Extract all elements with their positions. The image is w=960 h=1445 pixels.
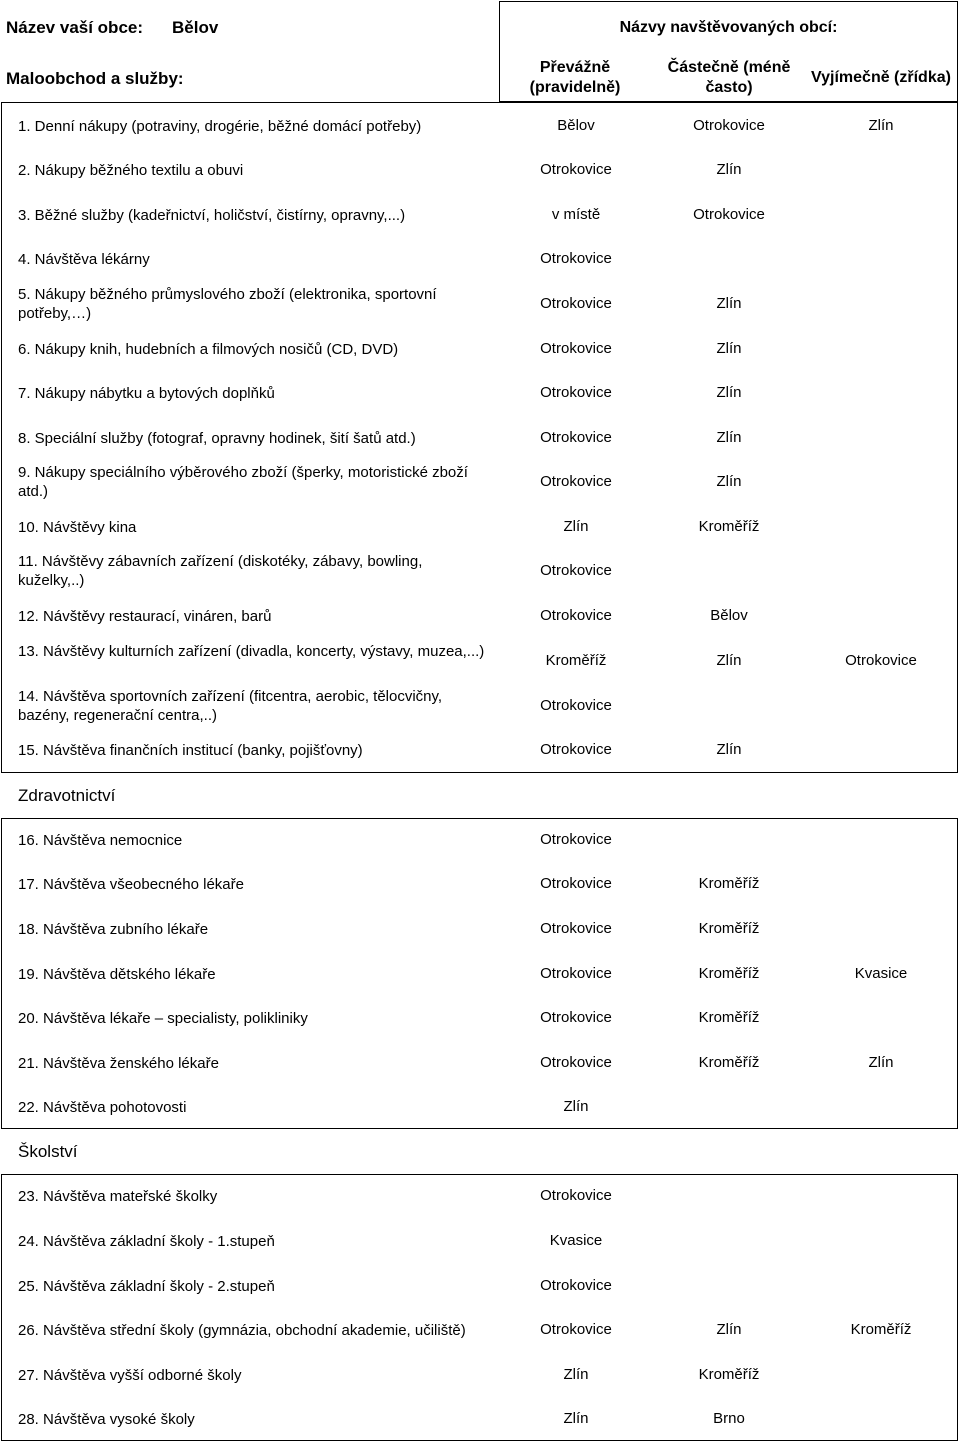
cell-col3: Kroměříž: [850, 1321, 912, 1338]
row-label: 23. Návštěva mateřské školky: [18, 1187, 218, 1205]
column-header-1: Převážně (pravidelně): [529, 59, 621, 96]
cell-col1: Zlín: [563, 1098, 589, 1115]
row-label: 13. Návštěvy kulturních zařízení (divadla, koncerty, výstavy, muzea,...): [18, 643, 485, 660]
row-label: 26. Návštěva střední školy (gymnázia, obchodní akademie, učiliště): [18, 1321, 466, 1339]
cell-col2: Kroměříž: [698, 518, 760, 535]
row-label: 16. Návštěva nemocnice: [18, 831, 183, 849]
cell-col1: Otrokovice: [540, 250, 612, 267]
cell-col2: Brno: [713, 1410, 745, 1427]
row-label: 25. Návštěva základní školy - 2.stupeň: [18, 1277, 275, 1295]
skolstvi-title: Školství: [18, 1142, 78, 1161]
cell-col1: Otrokovice: [540, 562, 612, 579]
cell-col1: Otrokovice: [540, 741, 612, 758]
cell-col2: Kroměříž: [698, 965, 760, 982]
cell-col1: Zlín: [563, 1366, 589, 1383]
cell-col2: Zlín: [716, 652, 742, 669]
skolstvi-table: [1, 1174, 958, 1441]
row-label: 22. Návštěva pohotovosti: [18, 1098, 187, 1116]
cell-col1: Otrokovice: [540, 1277, 612, 1294]
cell-col2: Kroměříž: [698, 1009, 760, 1026]
row-label: 19. Návštěva dětského lékaře: [18, 965, 216, 983]
row-label: 11. Návštěvy zábavních zařízení (diskotéky, zábavy, bowling, kuželky,..): [18, 553, 423, 589]
cell-col2: Bělov: [710, 607, 748, 624]
row-label: 17. Návštěva všeobecného lékaře: [18, 875, 244, 893]
cell-col2: Otrokovice: [693, 206, 765, 223]
row-label: 1. Denní nákupy (potraviny, drogérie, běžné domácí potřeby): [18, 117, 422, 135]
cell-col1: Otrokovice: [540, 429, 612, 446]
cell-col2: Kroměříž: [698, 920, 760, 937]
cell-col1: Otrokovice: [540, 384, 612, 401]
cell-col1: Otrokovice: [540, 295, 612, 312]
row-label: 12. Návštěvy restaurací, vináren, barů: [18, 607, 272, 625]
cell-col2: Otrokovice: [693, 117, 765, 134]
cell-col1: Otrokovice: [540, 607, 612, 624]
cell-col2: Kroměříž: [698, 1366, 760, 1383]
cell-col3: Otrokovice: [845, 652, 917, 669]
cell-col2: Zlín: [716, 340, 742, 357]
cell-col3: Kvasice: [854, 965, 908, 982]
cell-col2: Zlín: [716, 1321, 742, 1338]
row-label: 28. Návštěva vysoké školy: [18, 1410, 195, 1428]
row-label: 6. Nákupy knih, hudebních a filmových nosičů (CD, DVD): [18, 340, 399, 358]
row-label: 27. Návštěva vyšší odborné školy: [18, 1366, 242, 1384]
cell-col1: Bělov: [557, 117, 595, 134]
row-label: 21. Návštěva ženského lékaře: [18, 1054, 219, 1072]
obec-value: Bělov: [172, 18, 219, 37]
cell-col1: Zlín: [563, 518, 589, 535]
cell-col1: v místě: [551, 206, 601, 223]
cell-col1: Otrokovice: [540, 831, 612, 848]
row-label: 14. Návštěva sportovních zařízení (fitcentra, aerobic, tělocvičny, bazény, regenerační centra,..): [18, 688, 443, 724]
cell-col2: Zlín: [716, 741, 742, 758]
cell-col1: Kvasice: [549, 1232, 603, 1249]
row-label: 9. Nákupy speciálního výběrového zboží (šperky, motoristické zboží atd.): [18, 464, 468, 500]
row-label: 10. Návštěvy kina: [18, 518, 137, 536]
cell-col1: Kroměříž: [545, 652, 607, 669]
cell-col1: Otrokovice: [540, 875, 612, 892]
row-label: 7. Nákupy nábytku a bytových doplňků: [18, 384, 275, 402]
cell-col1: Otrokovice: [540, 920, 612, 937]
cell-col3: Zlín: [868, 117, 894, 134]
cell-col2: Zlín: [716, 384, 742, 401]
cell-col2: Zlín: [716, 161, 742, 178]
cell-col1: Otrokovice: [540, 1187, 612, 1204]
cell-col1: Zlín: [563, 1410, 589, 1427]
cell-col1: Otrokovice: [540, 697, 612, 714]
cell-col1: Otrokovice: [540, 965, 612, 982]
cell-col2: Zlín: [716, 295, 742, 312]
zdravotnictvi-title: Zdravotnictví: [18, 786, 116, 805]
cell-col3: Zlín: [868, 1054, 894, 1071]
column-header-3: Vyjímečně (zřídka): [811, 69, 951, 86]
nazvy-label: Názvy navštěvovaných obcí:: [619, 19, 838, 36]
column-header-2: Částečně (méně často): [667, 59, 791, 96]
cell-col1: Otrokovice: [540, 340, 612, 357]
row-label: 3. Běžné služby (kadeřnictví, holičství, čistírny, opravny,...): [18, 206, 406, 224]
row-label: 15. Návštěva finančních institucí (banky, pojišťovny): [18, 741, 363, 759]
cell-col1: Otrokovice: [540, 1009, 612, 1026]
cell-col1: Otrokovice: [540, 1054, 612, 1071]
cell-col1: Otrokovice: [540, 1321, 612, 1338]
cell-col1: Otrokovice: [540, 473, 612, 490]
cell-col2: Kroměříž: [698, 875, 760, 892]
row-label: 8. Speciální služby (fotograf, opravny hodinek, šití šatů atd.): [18, 429, 416, 447]
maloobchod-label: Maloobchod a služby:: [6, 69, 184, 88]
cell-col2: Zlín: [716, 429, 742, 446]
obec-label: Název vaší obce:: [6, 18, 144, 37]
row-label: 5. Nákupy běžného průmyslového zboží (elektronika, sportovní potřeby,…): [18, 286, 437, 322]
cell-col2: Zlín: [716, 473, 742, 490]
row-label: 2. Nákupy běžného textilu a obuvi: [18, 161, 244, 179]
cell-col2: Kroměříž: [698, 1054, 760, 1071]
row-label: 24. Návštěva základní školy - 1.stupeň: [18, 1232, 275, 1250]
row-label: 4. Návštěva lékárny: [18, 250, 150, 268]
cell-col1: Otrokovice: [540, 161, 612, 178]
row-label: 18. Návštěva zubního lékaře: [18, 920, 209, 938]
row-label: 20. Návštěva lékaře – specialisty, polikliniky: [18, 1009, 308, 1027]
